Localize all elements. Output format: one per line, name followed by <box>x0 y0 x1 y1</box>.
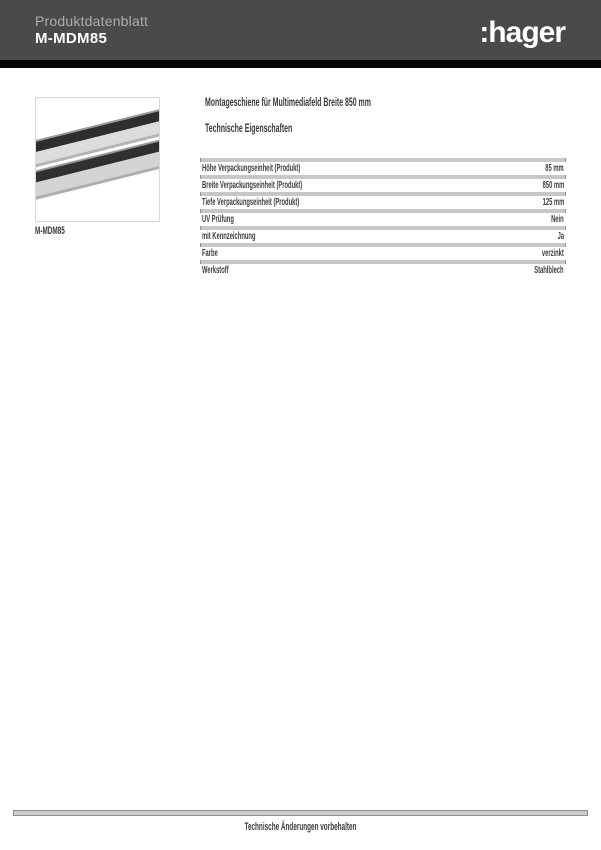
header-divider-bar <box>0 60 601 68</box>
page-title-text: Montageschiene für Multimediafeld Breite 850 mm <box>205 95 371 109</box>
hager-logo: :hager <box>479 16 565 49</box>
section-heading-text: Technische Eigenschaften <box>205 121 293 135</box>
technical-data-table <box>200 158 566 277</box>
row-value: 85 mm <box>545 163 564 174</box>
table-row <box>200 264 566 277</box>
table-row <box>200 179 566 192</box>
product-photo-rails-icon <box>36 98 159 221</box>
row-label: UV Prüfung <box>202 214 234 225</box>
doc-type-label: Produktdatenblatt <box>35 13 149 29</box>
table-row <box>200 230 566 243</box>
footer-note <box>0 821 601 833</box>
row-label: Breite Verpackungseinheit (Produkt) <box>202 180 303 191</box>
page-title <box>205 95 595 109</box>
footer-note-text: Technische Änderungen vorbehalten <box>244 821 357 833</box>
row-value: Nein <box>551 214 564 225</box>
section-heading <box>205 121 595 135</box>
table-row <box>200 213 566 226</box>
product-code: M-MDM85 <box>35 30 108 47</box>
row-value: Ja <box>557 231 564 242</box>
row-value: 850 mm <box>542 180 564 191</box>
row-label: Werkstoff <box>202 265 229 276</box>
table-row <box>200 196 566 209</box>
product-image <box>35 97 160 222</box>
footer-rule <box>13 810 588 816</box>
table-row <box>200 247 566 260</box>
row-label: Farbe <box>202 248 218 259</box>
product-image-caption-text: M-MDM85 <box>35 225 65 237</box>
row-label: Tiefe Verpackungseinheit (Produkt) <box>202 197 300 208</box>
header <box>0 0 601 60</box>
row-value: verzinkt <box>542 248 564 259</box>
row-value: 125 mm <box>542 197 564 208</box>
row-value: Stahlblech <box>534 265 564 276</box>
row-label: mit Kennzeichnung <box>202 231 256 242</box>
header-text-block <box>35 13 148 48</box>
product-image-caption <box>35 225 160 237</box>
table-row <box>200 162 566 175</box>
row-label: Höhe Verpackungseinheit (Produkt) <box>202 163 301 174</box>
